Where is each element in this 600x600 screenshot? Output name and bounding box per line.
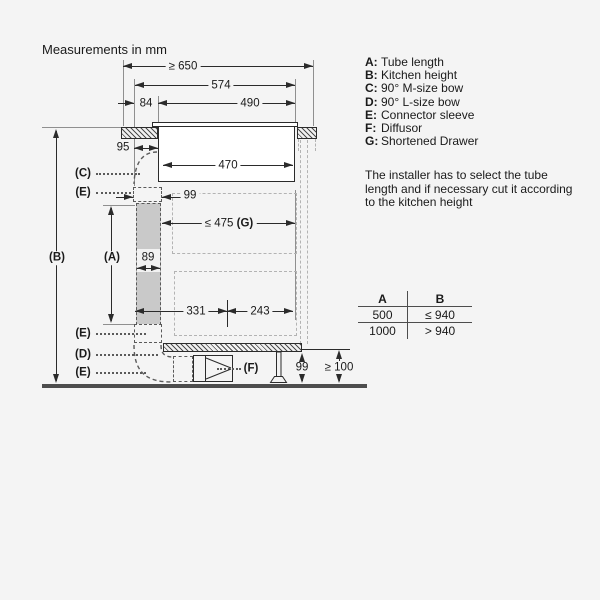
legend-label: Kitchen height [381,68,458,83]
arrowhead-up [108,206,114,215]
legend-key: C: [365,81,378,96]
dim-hob-width-label: 574 [208,79,233,93]
installer-note: The installer has to select the tube length and if necessary cut it according to the kitchen height [365,168,573,209]
leader-m-bow [96,173,140,175]
hob-body [158,126,295,182]
dim-niche-width-label: ≥ 650 [166,60,201,74]
dim-duct-run-divider [227,300,228,327]
dim-edge-offset-label: 84 [139,97,153,110]
legend-key: B: [365,68,378,83]
legend-label: Diffusor [381,121,423,136]
legend-key: D: [365,94,378,109]
arrowhead-left [227,308,236,314]
ref-label-sleeve-bottom: (E) [75,366,91,379]
ref-label-sleeve-top: (E) [75,186,91,199]
ref-label-l-bow: (D) [75,348,91,361]
arrowhead-right [284,162,293,168]
arrowhead-right [286,100,295,106]
m-size-bow-curve [134,152,157,184]
worktop-edge-dash-left [298,139,299,151]
ref-label-tube-length: (A) [104,251,120,264]
arrowhead-right [124,194,133,200]
cabinet-leg-shaft [277,352,282,377]
ref-label-diffusor: (F) [243,362,259,375]
floor-line [42,384,367,388]
dim-niche-width-line [123,66,313,67]
arrowhead-down [299,374,305,383]
legend-key: F: [365,121,377,136]
spec-table-cell: > 940 [424,324,456,338]
dim-cutout-width-label: 490 [237,97,262,111]
leader-sleeve-top [96,192,131,194]
tube-dim-tick-bottom [103,324,135,325]
cabinet-side-panel-dash-outer [300,140,301,344]
spec-table-row [358,323,472,339]
arrowhead-left [123,63,132,69]
dim-duct-run-label: 331 [183,305,208,319]
ref-label-sleeve-mid: (E) [75,327,91,340]
leader-sleeve-mid [96,333,146,335]
legend-key: E: [365,107,377,122]
arrowhead-right [125,100,134,106]
cabinet-side-panel-dash-inner [307,140,308,344]
arrowhead-down [108,314,114,323]
dim-body-width-label: 470 [215,159,240,173]
spec-table [358,291,472,339]
extension-line-niche-right [313,60,314,126]
spec-table-cell: ≤ 940 [425,308,455,322]
arrowhead-right [304,63,313,69]
spec-table-header-b: B [435,292,445,306]
dim-floor-clearance-line-top [339,353,340,361]
legend [365,56,478,148]
arrowhead-left [162,194,171,200]
connector-sleeve-top [133,187,162,202]
spec-table-row [358,307,472,323]
dim-tube-depth-label: 89 [141,251,155,264]
arrowhead-right [286,82,295,88]
dim-diffusor-offset-label: 243 [247,305,272,319]
legend-label: 90° M-size bow [381,81,464,96]
leader-l-bow [96,354,158,356]
cabinet-leg-foot [271,377,287,383]
legend-item [365,135,478,148]
arrowhead-right [149,145,158,151]
page-title: Measurements in mm [42,42,167,57]
arrowhead-left [158,100,167,106]
ref-label-m-bow: (C) [75,167,91,180]
arrowhead-right [151,265,160,271]
diffusor-divider-line [205,356,206,381]
clearance-reference-line [298,349,350,350]
cabinet-leg [271,352,287,383]
lower-drawer-outline [174,271,297,336]
plinth-panel [163,343,302,352]
dim-sleeve-depth-label: 99 [181,189,200,203]
extension-line-niche-left [123,60,124,126]
arrowhead-left [135,308,144,314]
dim-plinth-gap-label: 99 [295,361,309,374]
ref-label-kitchen-height: (B) [49,251,65,264]
worktop-edge-dash-right [315,139,316,151]
spec-table-cell: 500 [358,307,408,322]
dim-cutout-width-line [158,103,295,104]
extension-line-hob-right [295,79,296,122]
arrowhead-down [53,374,59,383]
leader-diffusor [217,368,241,370]
legend-label: 90° L-size bow [381,94,460,109]
spec-table-cell: 1000 [358,323,408,339]
dim-drawer-depth-ref: (G) [236,217,254,230]
arrowhead-left [163,162,172,168]
legend-key: A: [365,55,378,69]
arrowhead-left [134,145,143,151]
arrowhead-right [284,308,293,314]
legend-label: Tube length [381,55,444,69]
dim-rear-gap-label: 95 [116,141,130,154]
dim-drawer-depth-value: ≤ 475 [204,217,234,230]
spec-table-header-row [358,291,472,307]
arrowhead-right [286,220,295,226]
legend-label: Connector sleeve [381,107,475,122]
arrowhead-left [162,220,171,226]
leader-sleeve-bottom [96,372,146,374]
dim-floor-clearance-label: ≥ 100 [324,361,354,374]
arrowhead-left [135,82,144,88]
worktop-right-section [297,127,317,139]
legend-label: Shortened Drawer [381,134,479,149]
arrowhead-up [53,129,59,138]
arrowhead-right [218,308,227,314]
arrowhead-down [336,374,342,383]
arrowhead-left [137,265,146,271]
hob-glass-top [152,122,298,127]
connector-sleeve-diffusor [173,356,193,382]
legend-key: G: [365,134,379,149]
worktop-left-section [121,127,158,139]
dim-drawer-depth-label [202,217,257,231]
worktop-level-line [42,127,121,128]
spec-table-header-a: A [358,291,408,306]
